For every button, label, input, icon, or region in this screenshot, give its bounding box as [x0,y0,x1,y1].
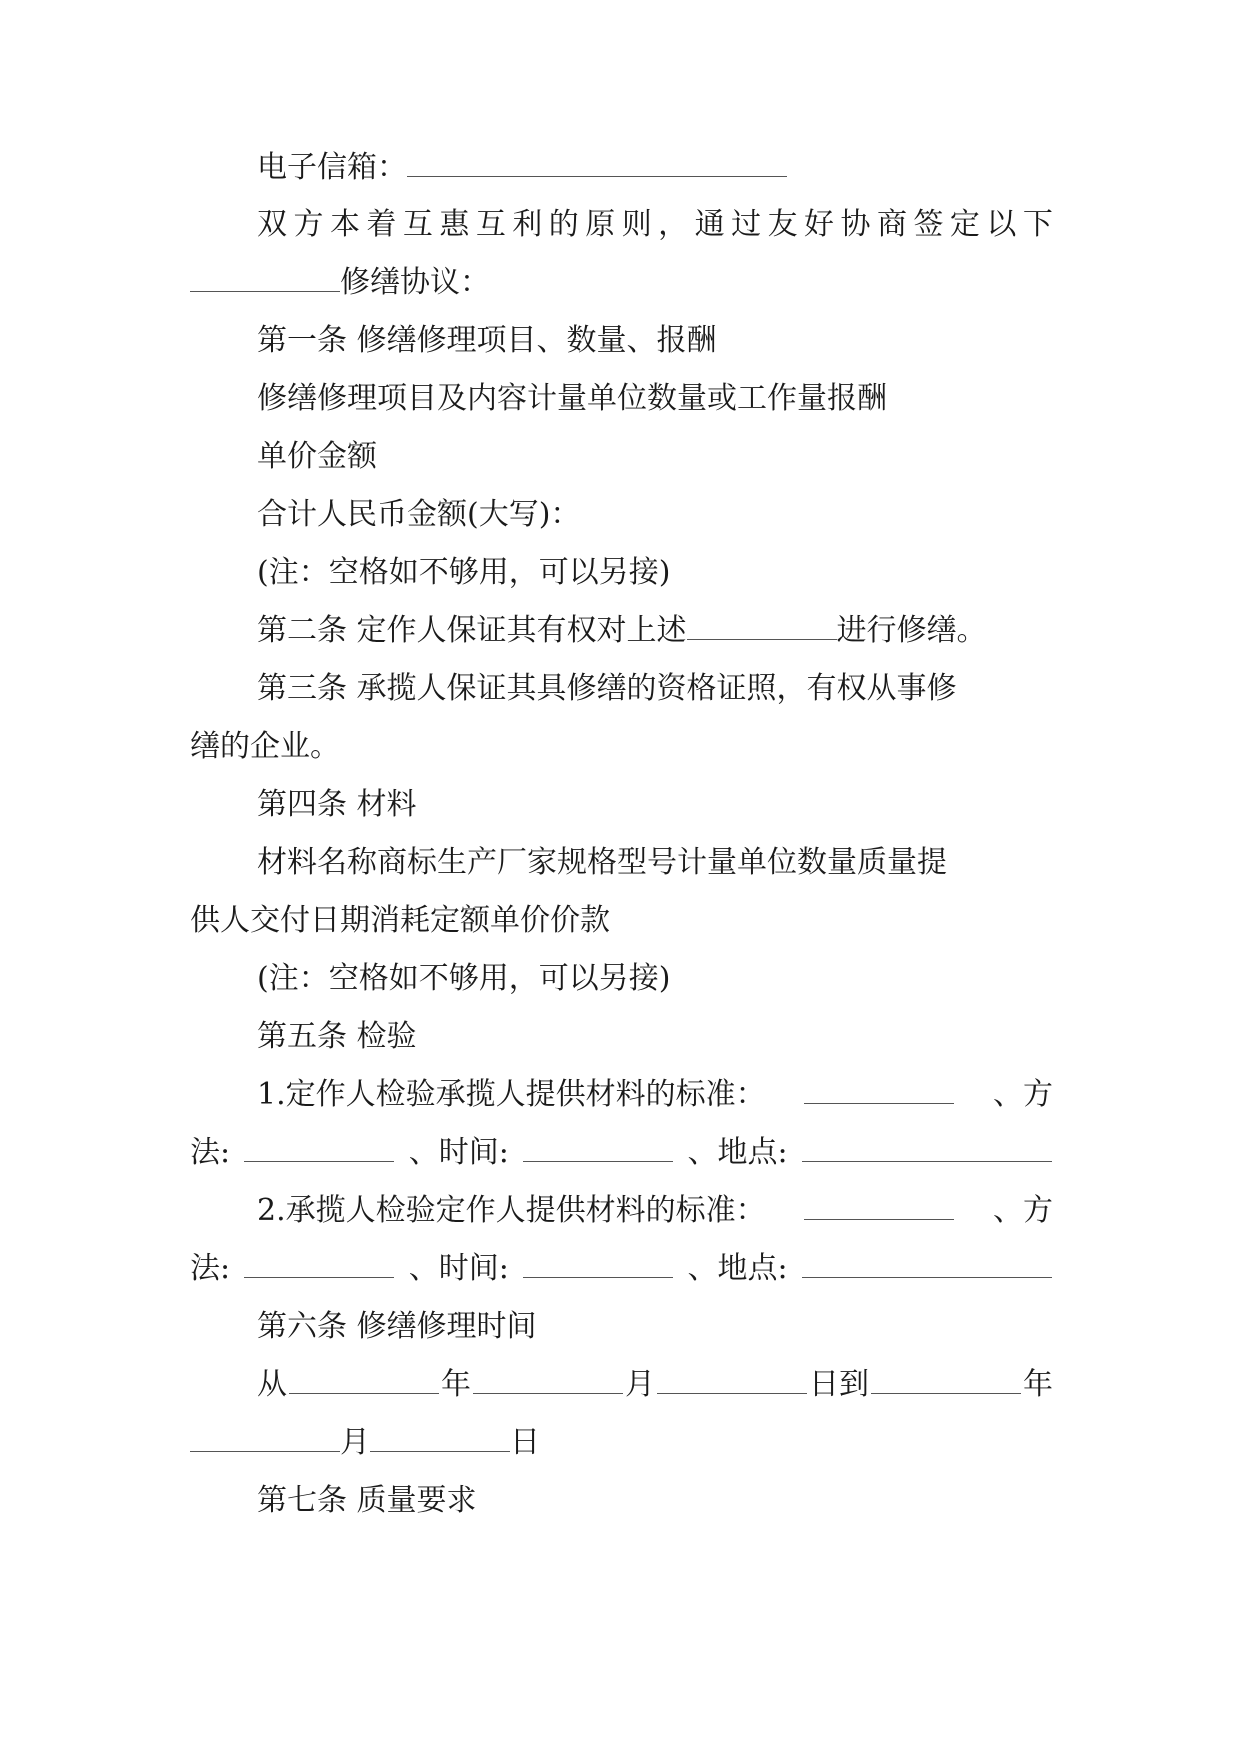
intro-char: 互 [475,207,506,242]
intro-char: 惠 [439,207,470,242]
email-label: 电子信箱： [257,150,407,185]
agreement-type-blank [190,263,340,292]
item-1-place-label: 、地点: [687,1135,788,1170]
item-2-place-label: 、地点: [687,1251,788,1286]
article-4-header-1: 材料名称商标生产厂家规格型号计量单位数量质量提 [257,845,947,880]
start-day-blank [657,1365,807,1394]
article-4-header-2: 供人交付日期消耗定额单价价款 [190,903,610,938]
intro-char: 下 [1022,207,1053,242]
intro-char: 本 [329,207,360,242]
intro-char: 的 [548,207,579,242]
article-5-item-1 [257,1075,1053,1115]
article-5-item-2 [257,1191,1053,1231]
from-label: 从 [257,1367,287,1402]
item-1-standard-blank [804,1075,954,1104]
item-1-sep: 、方 [993,1077,1053,1112]
article-3-line-1: 第三条 承揽人保证其具修缮的资格证照，有权从事修 [257,671,957,706]
year-2-label: 年 [1023,1367,1053,1402]
intro-char: 互 [402,207,433,242]
article-5-item-1-cont [190,1133,1052,1173]
article-6-title: 第六条 修缮修理时间 [257,1309,537,1344]
day-2-label: 日 [510,1425,540,1460]
item-1-text: 1.定作人检验承揽人提供材料的标准： [257,1077,766,1112]
item-1-method-label: 法: [190,1135,231,1170]
intro-line-1 [257,205,1053,245]
email-blank [407,148,787,177]
article-6-date-line-1 [257,1365,1053,1405]
year-label: 年 [441,1367,471,1402]
email-line [257,148,787,188]
item-2-time-blank [523,1249,673,1278]
intro-char: 过 [731,207,762,242]
month-2-label: 月 [340,1425,370,1460]
month-label: 月 [625,1367,655,1402]
intro-char: 着 [366,207,397,242]
article-7-title: 第七条 质量要求 [257,1483,477,1518]
item-2-time-label: 、时间: [408,1251,509,1286]
intro-char: 通 [694,207,725,242]
item-1-time-blank [523,1133,673,1162]
article-1-table-header-2: 单价金额 [257,439,377,474]
item-2-sep: 、方 [993,1193,1053,1228]
article-4-note: (注：空格如不够用，可以另接) [257,961,671,996]
article-5-item-2-cont [190,1249,1052,1289]
intro-char: 协 [840,207,871,242]
intro-char: 利 [512,207,543,242]
article-5-title: 第五条 检验 [257,1019,417,1054]
article-1-total: 合计人民币金额(大写)： [257,497,581,532]
article-1-note: (注：空格如不够用，可以另接) [257,555,671,590]
intro-char: 方 [293,207,324,242]
intro-suffix: 修缮协议： [340,265,490,300]
intro-char: 以 [986,207,1017,242]
item-1-method-blank [244,1133,394,1162]
day-to-label: 日到 [809,1367,869,1402]
item-2-place-blank [802,1249,1052,1278]
end-month-blank [190,1423,340,1452]
item-2-standard-blank [804,1191,954,1220]
intro-char: 定 [949,207,980,242]
item-2-method-blank [244,1249,394,1278]
intro-char: 原 [585,207,616,242]
item-2-method-label: 法: [190,1251,231,1286]
start-month-blank [473,1365,623,1394]
intro-char: 双 [257,207,287,242]
article-2-suffix: 进行修缮。 [836,613,987,648]
intro-char: ， [658,207,689,242]
article-3-line-2: 缮的企业。 [190,729,340,764]
start-year-blank [289,1365,439,1394]
article-6-date-line-2 [190,1423,540,1463]
item-1-place-blank [802,1133,1052,1162]
article-1-table-header-1: 修缮修理项目及内容计量单位数量或工作量报酬 [257,381,887,416]
item-1-time-label: 、时间: [408,1135,509,1170]
article-4-title: 第四条 材料 [257,787,417,822]
intro-char: 签 [913,207,944,242]
item-2-text: 2.承揽人检验定作人提供材料的标准： [257,1193,766,1228]
end-day-blank [370,1423,510,1452]
article-2-line [257,611,987,651]
article-1-title: 第一条 修缮修理项目、数量、报酬 [257,323,717,358]
intro-char: 好 [804,207,835,242]
intro-char: 商 [876,207,907,242]
intro-char: 友 [767,207,798,242]
intro-char: 则 [621,207,652,242]
end-year-blank [871,1365,1021,1394]
article-2-blank [687,611,837,640]
intro-line-2 [190,263,490,303]
article-2-prefix: 第二条 定作人保证其有权对上述 [257,613,687,648]
